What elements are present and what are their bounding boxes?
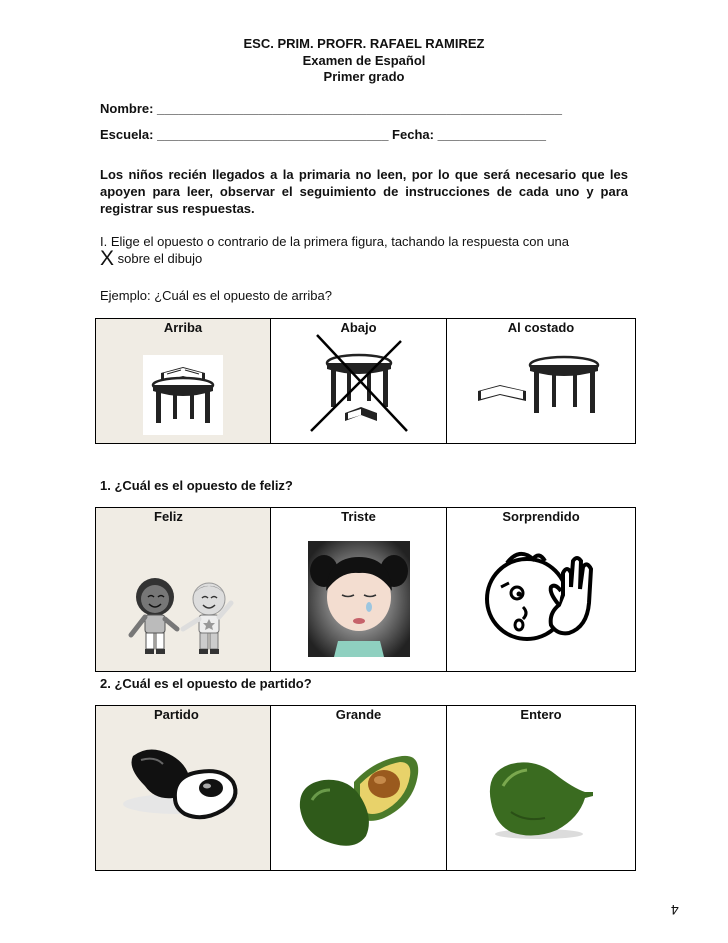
option-feliz[interactable] — [96, 508, 271, 672]
option-abajo[interactable] — [271, 319, 447, 444]
option-al-costado[interactable] — [447, 319, 636, 444]
surprised-face-image — [447, 547, 635, 647]
sad-girl-image — [271, 541, 446, 657]
question-2-table — [95, 705, 636, 871]
option-arriba[interactable] — [96, 319, 271, 444]
instruction-text: I. Elige el opuesto o contrario de la primera figura, tachando la respuesta con una — [100, 234, 570, 249]
split-avocado-image — [96, 746, 270, 826]
instruction — [100, 233, 628, 270]
page-number: 4 — [671, 902, 679, 918]
question-2-prompt: 2. ¿Cuál es el opuesto de partido? — [100, 676, 312, 691]
example-prompt: Ejemplo: ¿Cuál es el opuesto de arriba? — [100, 288, 332, 303]
option-entero[interactable] — [447, 706, 636, 871]
grade-label: Primer grado — [323, 69, 405, 84]
option-label: Abajo — [340, 320, 377, 335]
option-label: Feliz — [154, 509, 183, 524]
name-field[interactable]: Nombre: ________________________________________________________ — [100, 101, 562, 116]
option-label: Arriba — [163, 320, 203, 335]
school-name: ESC. PRIM. PROFR. RAFAEL RAMIREZ — [243, 36, 485, 51]
example-table — [95, 318, 636, 444]
question-1-prompt: 1. ¿Cuál es el opuesto de feliz? — [100, 478, 293, 493]
option-label: Entero — [520, 707, 562, 722]
option-label: Al costado — [507, 320, 575, 335]
table-book-on-top-image — [96, 355, 270, 435]
intro-paragraph: Los niños recién llegados a la primaria no leen, por lo que será necesario que les apoyen para leer, observar el seguimiento de instrucciones de cada uno y para registrar sus respuestas. — [100, 167, 628, 216]
option-label: Sorprendido — [502, 509, 580, 524]
option-label: Partido — [154, 707, 199, 722]
large-avocado-image — [271, 752, 446, 848]
happy-children-image — [96, 577, 270, 661]
exam-title: Examen de Español — [302, 53, 426, 68]
option-label: Triste — [341, 509, 376, 524]
option-triste[interactable] — [271, 508, 447, 672]
instruction-text-end: sobre el dibujo — [117, 251, 203, 266]
option-label: Grande — [335, 707, 382, 722]
option-sorprendido[interactable] — [447, 508, 636, 672]
option-grande[interactable] — [271, 706, 447, 871]
table-book-below-crossed-image — [271, 329, 446, 433]
x-letter: X — [100, 247, 115, 270]
question-1-table — [95, 507, 636, 672]
whole-avocado-image — [447, 752, 635, 842]
school-date-field[interactable]: Escuela: ________________________________ Fecha: _______________ — [100, 127, 547, 142]
table-book-beside-image — [447, 351, 635, 415]
option-partido[interactable] — [96, 706, 271, 871]
